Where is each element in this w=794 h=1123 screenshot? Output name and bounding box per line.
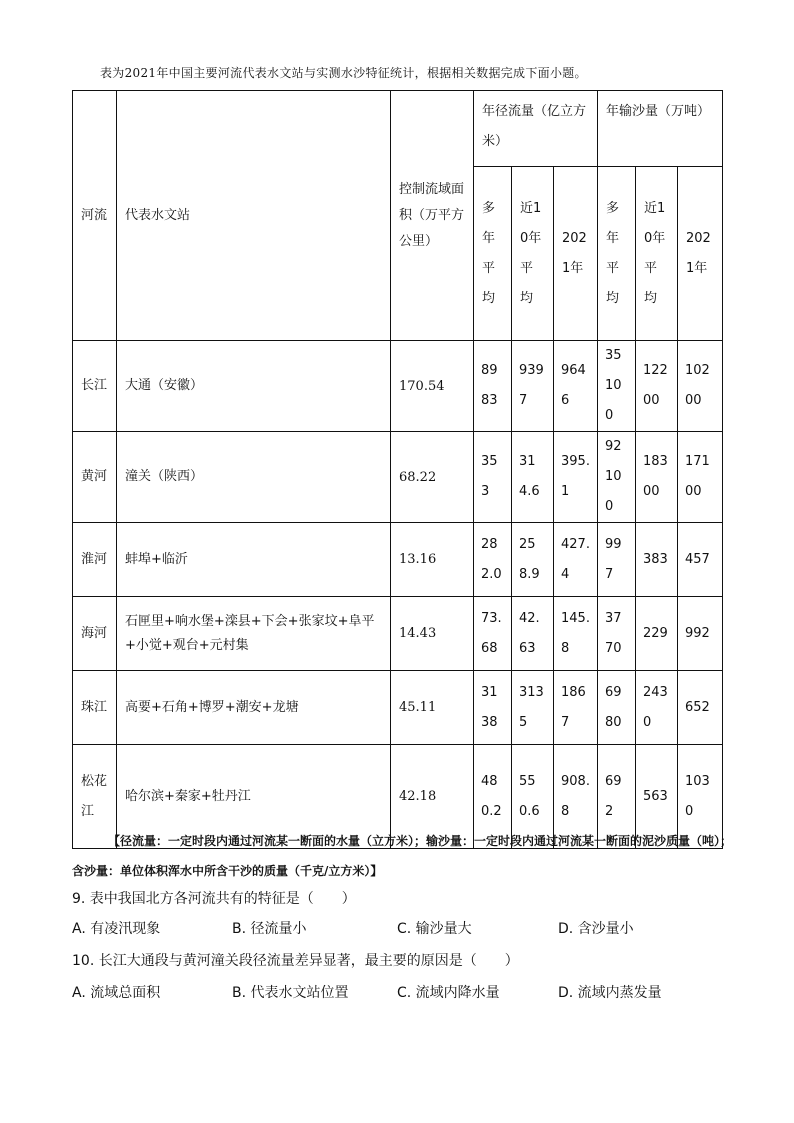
station-name: 高要+石角+博罗+潮安+龙塘: [125, 699, 299, 715]
table-row: [73, 341, 723, 432]
table-row: [73, 523, 723, 597]
header-sub-runoff-avg: 多年平均: [474, 167, 512, 341]
runoff-10y: 3135: [519, 684, 544, 730]
river-name: 黄河: [81, 469, 108, 484]
basin-area: 42.18: [399, 789, 437, 804]
runoff-2021: 1867: [561, 684, 586, 730]
runoff-2021: 427.4: [561, 536, 590, 582]
option-a[interactable]: A. 有凌汛现象: [72, 921, 161, 937]
basin-area: 45.11: [399, 700, 437, 715]
table-row: [73, 597, 723, 671]
river-name: 珠江: [81, 699, 108, 715]
runoff-10y: 314.6: [519, 454, 540, 499]
runoff-10y: 258.9: [519, 536, 540, 582]
runoff-2021: 395.1: [561, 454, 590, 499]
intro-text: 表为2021年中国主要河流代表水文站与实测水沙特征统计，根据相关数据完成下面小题。: [100, 66, 587, 80]
header-sub-sed-avg: 多年平均: [598, 167, 636, 341]
option-c[interactable]: C. 输沙量大: [397, 921, 472, 937]
station-name: 潼关（陕西）: [125, 469, 204, 484]
runoff-10y: 550.6: [519, 773, 540, 819]
option-a[interactable]: A. 流域总面积: [72, 985, 161, 1001]
question-9-stem: 9. 表中我国北方各河流共有的特征是（ ）: [72, 891, 356, 907]
header-area: 控制流域面积（万平方公里）: [391, 91, 474, 341]
sediment-2021: 17100: [685, 454, 710, 499]
runoff-avg: 480.2: [481, 773, 502, 819]
definition-note: 【径流量：一定时段内通过河流某一断面的水量（立方米）；输沙量：一定时段内通过河流某一断面的泥沙质量（吨）；含沙量：单位体积浑水中所含干沙的质量（千克/立方米）】: [72, 834, 733, 878]
sediment-2021: 992: [685, 625, 710, 641]
runoff-avg: 8983: [481, 363, 498, 408]
sediment-avg: 35100: [605, 348, 622, 423]
basin-area: 68.22: [399, 469, 437, 485]
runoff-10y: 42.63: [519, 610, 540, 656]
runoff-10y: 9397: [519, 363, 544, 408]
river-name: 松花江: [81, 773, 108, 819]
basin-area: 13.16: [399, 552, 437, 567]
basin-area: 170.54: [399, 378, 445, 394]
runoff-avg: 282.0: [481, 536, 502, 582]
river-name: 长江: [81, 378, 108, 393]
header-sub-runoff-10y: 近10年平均: [512, 167, 554, 341]
question-10-options: [72, 982, 732, 1004]
question-10-stem: 10. 长江大通段与黄河潼关段径流量差异显著，最主要的原因是（ ）: [72, 953, 519, 969]
header-sub-sed-2021: 2021年: [678, 167, 723, 341]
header-sub-runoff-2021: 2021年: [554, 167, 598, 341]
table-row: [73, 671, 723, 745]
header-river: 河流: [73, 91, 117, 341]
option-d[interactable]: D. 含沙量小: [558, 921, 634, 937]
runoff-avg: 73.68: [481, 610, 502, 656]
sediment-10y: 229: [643, 625, 668, 641]
header-sediment: 年输沙量（万吨）: [598, 91, 723, 167]
sediment-avg: 692: [605, 773, 622, 819]
sediment-2021: 457: [685, 551, 710, 567]
sediment-2021: 10200: [685, 363, 710, 408]
sediment-2021: 652: [685, 699, 710, 715]
option-b[interactable]: B. 代表水文站位置: [232, 985, 349, 1001]
sediment-10y: 12200: [643, 363, 668, 408]
sediment-10y: 2430: [643, 684, 668, 730]
sediment-avg: 6980: [605, 684, 622, 730]
runoff-2021: 145.8: [561, 610, 590, 656]
header-station: 代表水文站: [117, 91, 391, 341]
option-d[interactable]: D. 流域内蒸发量: [558, 985, 662, 1001]
station-name: 大通（安徽）: [125, 378, 204, 393]
sediment-avg: 3770: [605, 610, 622, 656]
station-name: 哈尔滨+秦家+牡丹江: [125, 788, 251, 804]
sediment-10y: 563: [643, 788, 668, 804]
runoff-avg: 353: [481, 454, 498, 499]
basin-area: 14.43: [399, 626, 437, 641]
hydrology-table: [72, 90, 723, 849]
sediment-2021: 1030: [685, 773, 710, 819]
runoff-2021: 9646: [561, 363, 586, 408]
header-runoff: 年径流量（亿立方米）: [474, 91, 598, 167]
table-row: [73, 432, 723, 523]
sediment-avg: 92100: [605, 439, 622, 514]
runoff-2021: 908.8: [561, 773, 590, 819]
option-b[interactable]: B. 径流量小: [232, 921, 307, 937]
runoff-avg: 3138: [481, 684, 498, 730]
station-name: 蚌埠+临沂: [125, 551, 188, 567]
station-name: 石匣里+响水堡+滦县+下会+张家坟+阜平+小觉+观台+元村集: [125, 613, 375, 653]
header-sub-sed-10y: 近10年平均: [636, 167, 678, 341]
river-name: 海河: [81, 625, 108, 641]
question-9-options: [72, 918, 732, 940]
option-c[interactable]: C. 流域内降水量: [397, 985, 500, 1001]
sediment-avg: 997: [605, 536, 622, 582]
sediment-10y: 383: [643, 551, 668, 567]
river-name: 淮河: [81, 551, 108, 567]
sediment-10y: 18300: [643, 454, 668, 499]
